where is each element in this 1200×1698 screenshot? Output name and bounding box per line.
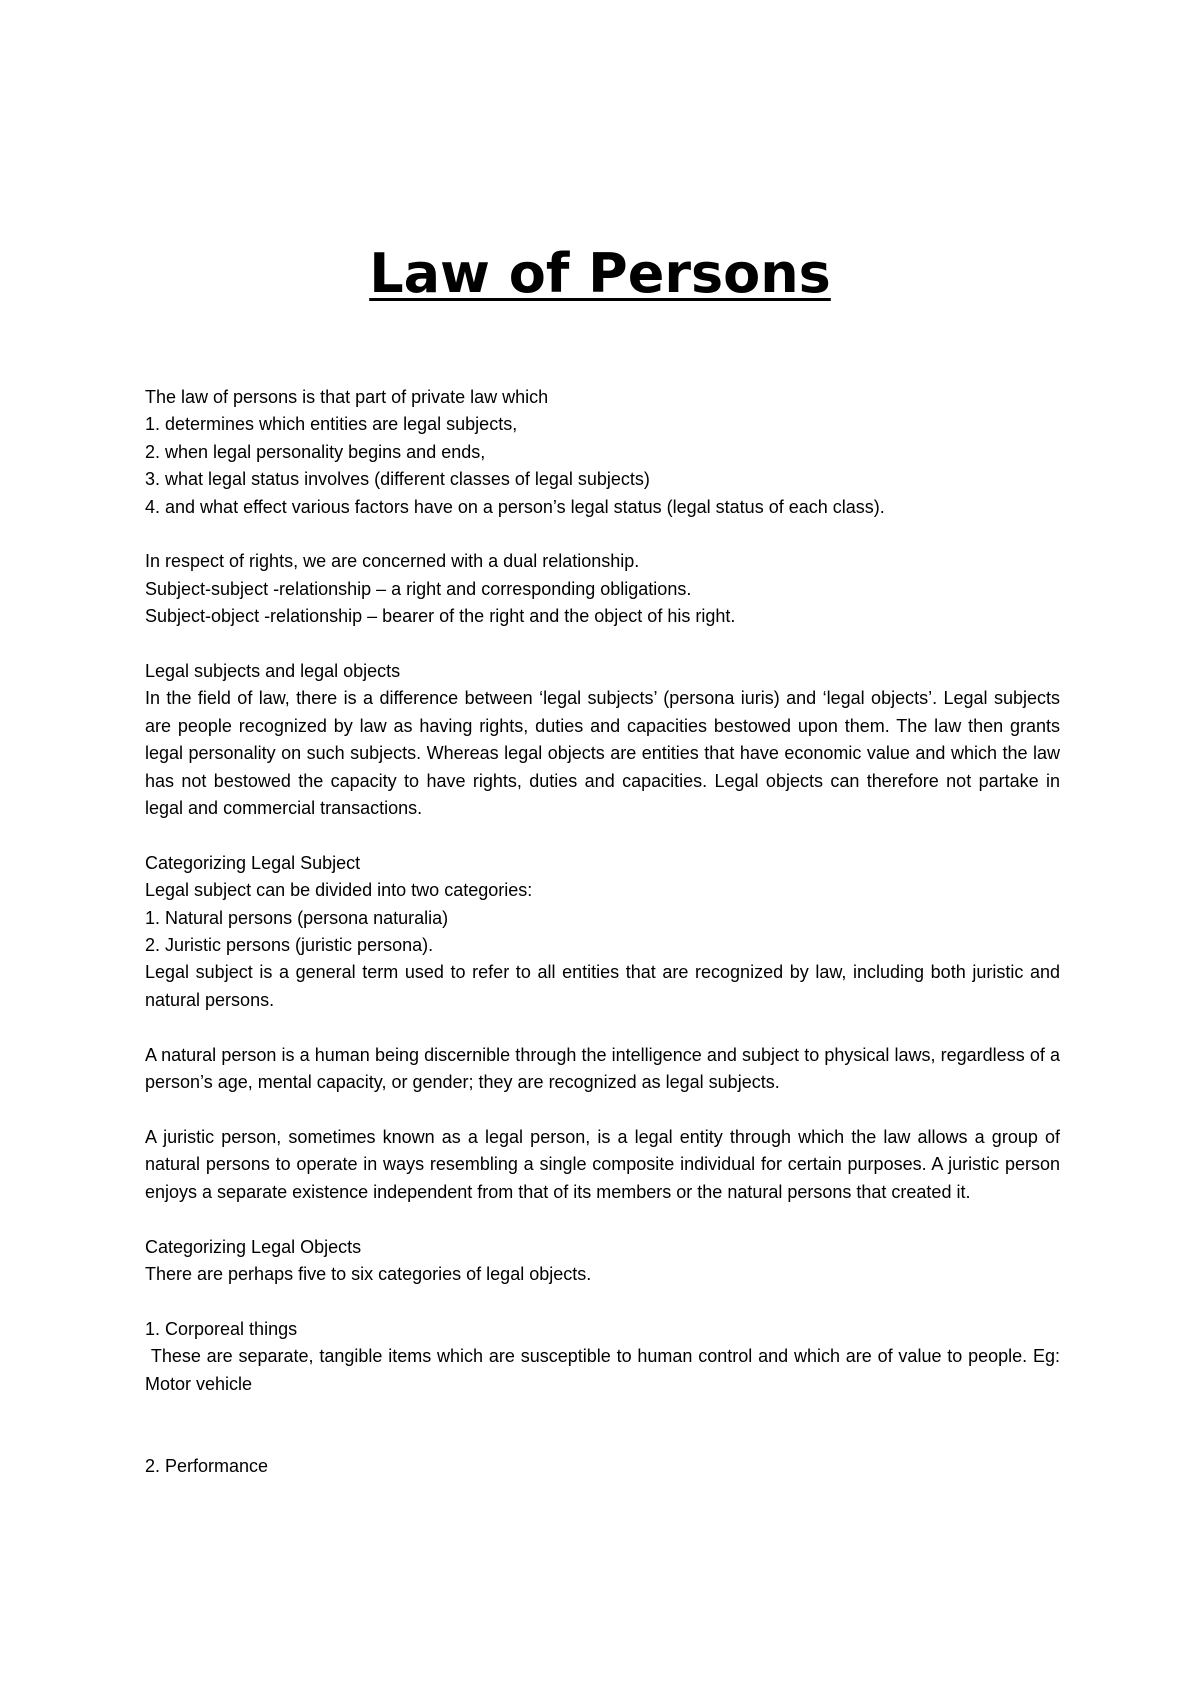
object-item-1-heading: 1. Corporeal things: [145, 1318, 298, 1339]
intro-item-1: 1. determines which entities are legal subjects,: [145, 414, 518, 435]
juristic-person-paragraph: A juristic person, sometimes known as a legal person, is a legal entity through which the law allows a group of natural persons to operate in ways resembling a single composite individual for certain purposes. A juristic person enjoys a separate existence independent from that of its members or the natural persons that created it.: [145, 1126, 1060, 1202]
document-body: [145, 384, 1066, 1480]
intro-item-4: 4. and what effect various factors have on a person’s legal status (legal status of each class).: [145, 496, 885, 517]
categorizing-objects-lead: There are perhaps five to six categories of legal objects.: [145, 1263, 592, 1284]
rights-line-3: Subject-object -relationship – bearer of the right and the object of his right.: [145, 606, 736, 627]
categorizing-subject-lead: Legal subject can be divided into two categories:: [145, 880, 533, 901]
intro-lead: The law of persons is that part of private law which: [145, 387, 549, 407]
object-item-2-heading: 2. Performance: [145, 1455, 269, 1476]
spacer: [145, 1398, 1060, 1453]
spacer: [145, 631, 1060, 658]
object-item-1-text: These are separate, tangible items which are susceptible to human control and which are of value to people. Eg: Motor vehicle: [145, 1346, 1066, 1394]
categorizing-subject-paragraph: Legal subject is a general term used to refer to all entities that are recognized by law, including both juristic and natural persons.: [145, 962, 1060, 1010]
intro-item-2: 2. when legal personality begins and ends,: [145, 441, 486, 462]
categorizing-subject-item-1: 1. Natural persons (persona naturalia): [145, 907, 449, 928]
rights-line-1: In respect of rights, we are concerned with a dual relationship.: [145, 551, 640, 572]
spacer: [145, 1014, 1060, 1041]
categorizing-subject-item-2: 2. Juristic persons (juristic persona).: [145, 935, 434, 956]
subjects-objects-heading: Legal subjects and legal objects: [145, 661, 401, 682]
categorizing-subject-heading: Categorizing Legal Subject: [145, 852, 361, 873]
spacer: [145, 521, 1060, 548]
categorizing-objects-heading: Categorizing Legal Objects: [145, 1236, 362, 1257]
document-title: Law of Persons: [369, 242, 831, 305]
rights-line-2: Subject-subject -relationship – a right and corresponding obligations.: [145, 578, 692, 599]
subjects-objects-paragraph: In the field of law, there is a difference between ‘legal subjects’ (persona iuris) and ‘legal objects’. Legal subjects are people recognized by law as having rights, duties and capacities bestowed upon them. The law then grants legal personality on such subjects. Whereas legal objects are entities that have economic value and which the law has not bestowed the capacity to have rights, duties and capacities. Legal objects can therefore not partake in legal and commercial transactions.: [145, 688, 1060, 819]
natural-person-paragraph: A natural person is a human being discernible through the intelligence and subject to physical laws, regardless of a person’s age, mental capacity, or gender; they are recognized as legal subjects.: [145, 1044, 1060, 1093]
spacer: [145, 1097, 1060, 1124]
spacer: [145, 822, 1060, 849]
intro-item-3: 3. what legal status involves (different classes of legal subjects): [145, 469, 650, 490]
spacer: [145, 1288, 1060, 1315]
spacer: [145, 1206, 1060, 1233]
